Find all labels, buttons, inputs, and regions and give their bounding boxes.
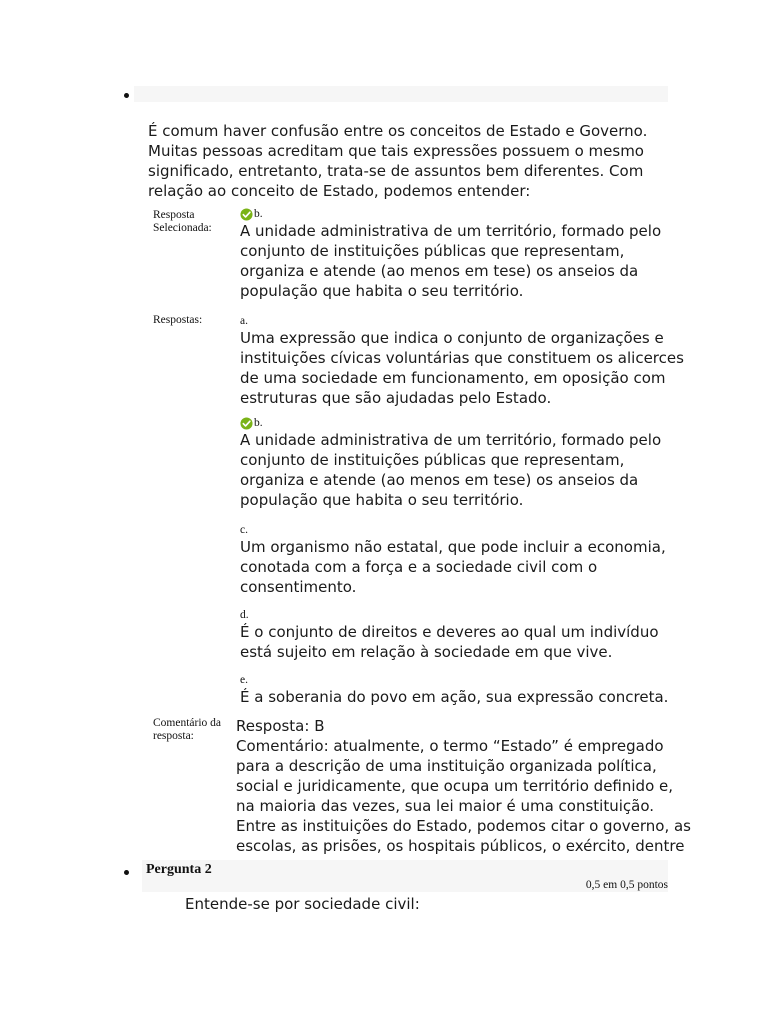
answer-option-a	[240, 315, 690, 408]
answer-text: Uma expressão que indica o conjunto de organizações e instituições cívicas voluntárias que constituem os alicerces de uma sociedade em funcionamento, em oposição com estruturas que são ajudadas pelo Estado.	[240, 329, 684, 407]
answer-option-b	[240, 417, 690, 510]
answer-letter: a.	[240, 315, 248, 327]
check-icon	[240, 208, 253, 221]
check-icon	[240, 417, 253, 430]
question-text: É comum haver confusão entre os conceitos de Estado e Governo. Muitas pessoas acreditam que tais expressões possuem o mesmo significado, entretanto, trata-se de assuntos bem diferentes. Com relação ao conceito de Estado, podemos entender:	[148, 122, 648, 200]
answer-letter-row	[240, 208, 690, 221]
comment-label: Comentário da resposta:	[153, 717, 222, 742]
answer-letter: e.	[240, 674, 248, 686]
answer-letter-row	[240, 524, 690, 537]
answers-label: Respostas:	[153, 314, 203, 326]
answer-text: É a soberania do povo em ação, sua expressão concreta.	[240, 688, 669, 706]
answer-option-c	[240, 524, 690, 597]
answer-letter: b.	[254, 417, 263, 429]
answer-text: A unidade administrativa de um território, formado pelo conjunto de instituições públicas que representam, organiza e atende (ao menos em tese) os anseios da população que habita o seu território.	[240, 222, 662, 300]
answer-text: É o conjunto de direitos e deveres ao qual um indivíduo está sujeito em relação à sociedade em que vive.	[240, 623, 659, 661]
question-points: 0,5 em 0,5 pontos	[585, 879, 668, 891]
answer-letter-row	[240, 609, 690, 622]
answer-letter: d.	[240, 609, 249, 621]
answer-letter-row	[240, 417, 690, 430]
question-title: Pergunta 2	[146, 862, 212, 877]
question-text: Entende-se por sociedade civil:	[185, 895, 420, 913]
list-bullet	[124, 93, 129, 98]
answer-letter: c.	[240, 524, 248, 536]
comment-answer: Resposta: B	[236, 717, 325, 735]
answer-letter-row	[240, 674, 690, 687]
comment-block	[236, 716, 692, 876]
question-header-bar	[134, 86, 668, 102]
list-bullet	[124, 870, 129, 875]
answer-text: Um organismo não estatal, que pode incluir a economia, conotada com a força e a sociedade civil com o consentimento.	[240, 538, 666, 596]
selected-answer	[240, 208, 690, 301]
comment-text: Comentário: atualmente, o termo “Estado” é empregado para a descrição de uma instituição organizada política, social e juridicamente, que ocupa um território definido e, na maioria das vezes, sua lei maior é uma constituição. Entre as instituições do Estado, podemos citar o governo, as escolas, as prisões, os hospitais públicos, o exército, dentre	[236, 737, 691, 855]
answer-text: A unidade administrativa de um território, formado pelo conjunto de instituições públicas que representam, organiza e atende (ao menos em tese) os anseios da população que habita o seu território.	[240, 431, 662, 509]
answer-letter-row	[240, 315, 690, 328]
answer-option-e	[240, 674, 690, 707]
selected-answer-label: Resposta Selecionada:	[153, 209, 212, 234]
answer-letter: b.	[254, 208, 263, 220]
answer-option-d	[240, 609, 690, 662]
